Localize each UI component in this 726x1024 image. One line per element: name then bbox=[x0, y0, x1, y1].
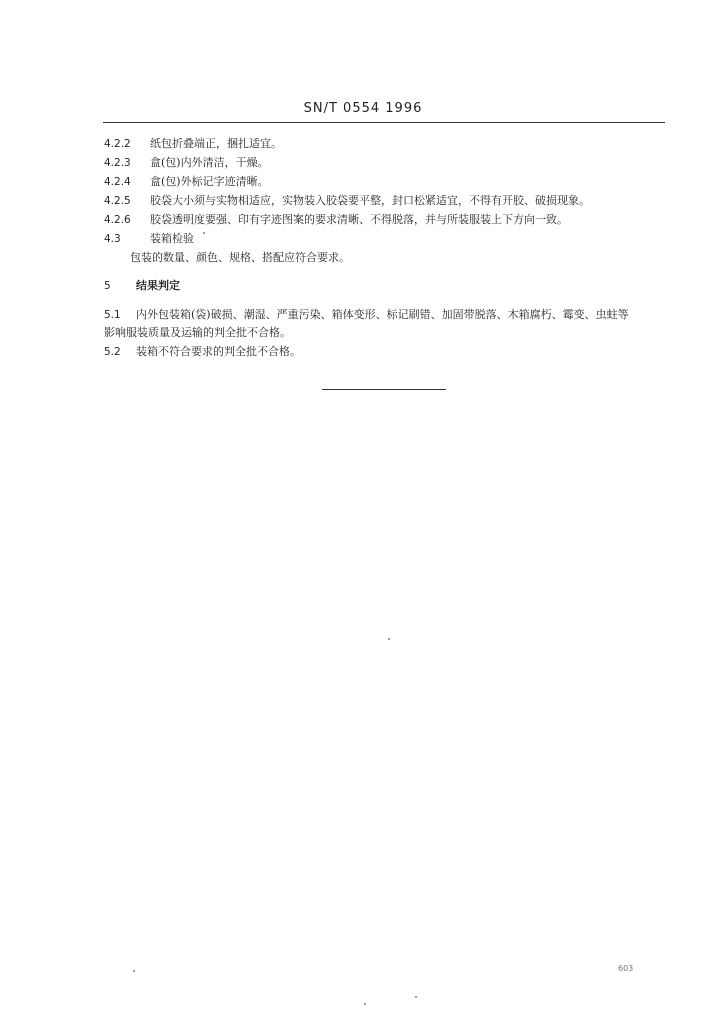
header-rule bbox=[103, 122, 665, 123]
clause-5-2 bbox=[104, 345, 301, 359]
page-number: 603 bbox=[618, 964, 634, 973]
clause-number: 4.2.5 bbox=[104, 195, 131, 207]
clause-4-2-2 bbox=[104, 137, 282, 151]
clause-number: 5.2 bbox=[104, 346, 121, 358]
scan-speck bbox=[133, 970, 135, 972]
clause-number: 5.1 bbox=[104, 309, 121, 321]
clause-4-2-4 bbox=[104, 175, 269, 189]
clause-number: 4.2.4 bbox=[104, 176, 131, 188]
clause-text: 装箱检验 bbox=[150, 232, 194, 245]
clause-text: 胶袋透明度要强、印有字迹图案的要求清晰、不得脱落，并与所装服装上下方向一致。 bbox=[150, 213, 568, 226]
scan-speck bbox=[388, 638, 390, 640]
scan-speck bbox=[415, 996, 417, 998]
clause-text: 装箱不符合要求的判全批不合格。 bbox=[136, 345, 301, 358]
clause-text: 盒(包)内外清洁，干燥。 bbox=[150, 156, 269, 169]
clause-number: 4.2.2 bbox=[104, 138, 131, 150]
section-number: 5 bbox=[104, 280, 111, 292]
clause-5-1-continuation: 影响服装质量及运输的判全批不合格。 bbox=[104, 326, 291, 339]
standard-code-header: SN/T 0554 1996 bbox=[303, 101, 423, 116]
section-5-heading bbox=[104, 279, 180, 293]
clause-text: 盒(包)外标记字迹清晰。 bbox=[150, 175, 269, 188]
clause-text: 纸包折叠端正，捆扎适宜。 bbox=[150, 137, 282, 150]
clause-4-3-body: 包装的数量、颜色、规格、搭配应符合要求。 bbox=[130, 251, 350, 264]
end-of-document-rule bbox=[322, 389, 446, 390]
section-title: 结果判定 bbox=[136, 279, 180, 292]
scan-speck bbox=[364, 1003, 366, 1005]
clause-text: 内外包装箱(袋)破损、潮湿、严重污染、箱体变形、标记刷错、加固带脱落、木箱腐朽、霉变、虫蛀等 bbox=[136, 308, 629, 321]
clause-4-2-3 bbox=[104, 156, 269, 170]
clause-4-2-5 bbox=[104, 194, 590, 208]
clause-number: 4.3 bbox=[104, 233, 121, 245]
clause-text: 胶袋大小须与实物相适应，实物装入胶袋要平整，封口松紧适宜，不得有开胶、破损现象。 bbox=[150, 194, 590, 207]
clause-5-1 bbox=[104, 308, 629, 322]
clause-number: 4.2.6 bbox=[104, 214, 131, 226]
clause-4-3 bbox=[104, 232, 194, 246]
clause-4-2-6 bbox=[104, 213, 568, 227]
clause-number: 4.2.3 bbox=[104, 157, 131, 169]
scan-speck bbox=[203, 232, 205, 234]
